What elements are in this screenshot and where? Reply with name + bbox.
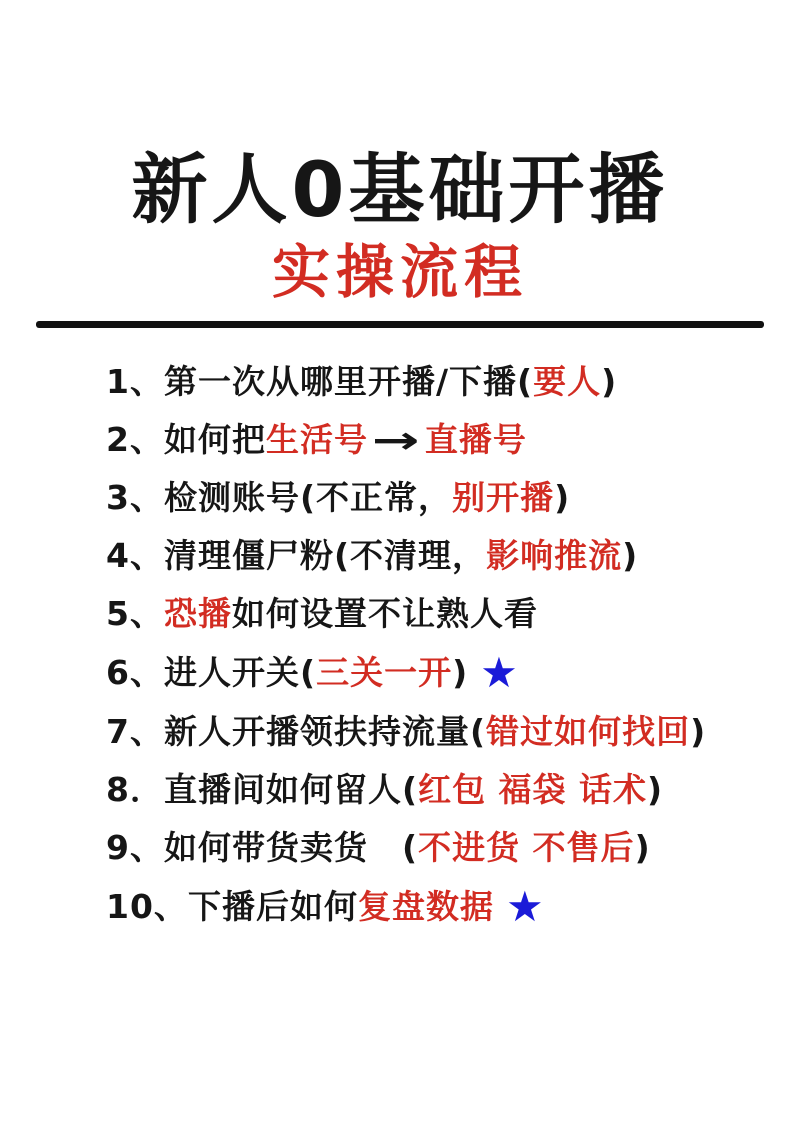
- item-text-segment: 第一次从哪里开播/下播(: [163, 361, 534, 401]
- divider: [36, 321, 764, 328]
- item-text-segment: 新人开播领扶持流量(: [163, 711, 487, 751]
- item-number: 3、: [106, 477, 164, 517]
- item-text-segment: 红包 福袋 话术: [418, 769, 648, 809]
- item-number: 9、: [106, 827, 164, 867]
- item-number: 5、: [106, 593, 164, 633]
- item-text-segment: 三关一开: [316, 652, 453, 692]
- item-text-segment: ): [622, 535, 639, 575]
- list-item: [106, 770, 770, 810]
- list-item: [106, 362, 770, 402]
- item-text-segment: ): [690, 711, 707, 751]
- list-item: [106, 828, 770, 868]
- item-text-segment: 清理僵尸粉(不清理，: [163, 535, 487, 575]
- item-number: 4、: [106, 535, 164, 575]
- item-text-segment: 恐播: [163, 593, 232, 633]
- item-text-segment: 如何带货卖货 (: [163, 827, 419, 867]
- item-text-segment: ): [554, 477, 571, 517]
- list-item: [106, 478, 770, 518]
- item-text-segment: 检测账号(不正常，: [163, 477, 453, 517]
- star-icon: ★: [480, 647, 519, 697]
- list-item: [106, 647, 770, 697]
- item-text-segment: 错过如何找回: [486, 711, 691, 751]
- item-number: 2、: [106, 419, 164, 459]
- item-text-segment: ): [452, 652, 469, 692]
- list-item: [106, 881, 770, 931]
- item-text-segment: 不进货 不售后: [418, 827, 635, 867]
- item-text-segment: 影响推流: [486, 535, 623, 575]
- list-item: [106, 536, 770, 576]
- page-title: 新人0基础开播: [131, 145, 669, 234]
- list-item: [106, 712, 770, 752]
- arrow-icon: →: [371, 417, 422, 462]
- item-text-segment: 如何设置不让熟人看: [231, 593, 538, 633]
- item-text-segment: 复盘数据: [357, 886, 494, 926]
- item-number: 10、: [106, 886, 188, 926]
- item-number: 7、: [106, 711, 164, 751]
- item-text-segment: 下播后如何: [187, 886, 358, 926]
- item-number: 6、: [106, 652, 164, 692]
- item-text-segment: ): [647, 769, 664, 809]
- item-text-segment: 别开播: [452, 477, 555, 517]
- star-icon: ★: [505, 881, 545, 931]
- item-text-segment: 生活号: [265, 419, 368, 459]
- item-number: 1、: [106, 361, 164, 401]
- checklist: [106, 361, 770, 931]
- item-text-segment: 进人开关(: [163, 652, 317, 692]
- item-text-segment: 如何把: [163, 419, 266, 459]
- item-text-segment: ): [601, 361, 618, 401]
- item-number: 8．: [106, 769, 164, 809]
- item-text-segment: ): [634, 827, 651, 867]
- item-text-segment: 直播间如何留人(: [163, 769, 419, 809]
- item-text-segment: 要人: [533, 361, 602, 401]
- list-item: [106, 594, 770, 634]
- page-subtitle: 实操流程: [271, 238, 528, 306]
- item-text-segment: 直播号: [424, 419, 527, 459]
- list-item: [106, 417, 770, 462]
